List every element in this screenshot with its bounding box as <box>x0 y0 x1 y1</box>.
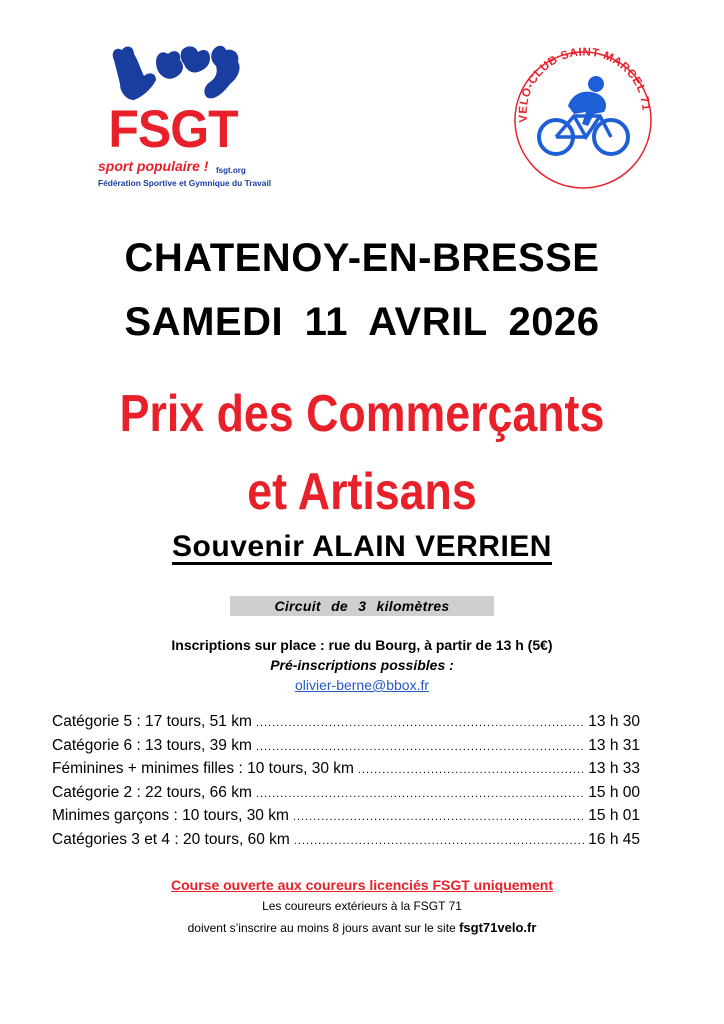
schedule-row <box>52 807 640 831</box>
souvenir-heading <box>0 530 724 564</box>
velo-club-logo <box>508 44 658 194</box>
email-line <box>0 677 724 693</box>
fsgt-logo <box>96 38 272 188</box>
event-title-line-2: et Artisans <box>247 463 477 521</box>
schedule-time: 16 h 45 <box>588 830 640 848</box>
fsgt-wordmark: FSGT <box>108 99 238 159</box>
schedule-row <box>52 784 640 808</box>
schedule-row <box>52 831 640 855</box>
schedule-time: 15 h 00 <box>588 783 640 801</box>
schedule-label: Catégories 3 et 4 : 20 tours, 60 km <box>52 830 290 848</box>
schedule-time: 13 h 33 <box>588 760 640 777</box>
inscriptions-text: Inscriptions sur place : rue du Bourg, à partir de 13 h (5€) <box>171 637 553 653</box>
deadline-text: doivent s’inscrire au moins 8 jours avant sur le site <box>187 921 456 935</box>
dot-leader <box>358 764 584 776</box>
registration-deadline-line <box>0 920 724 935</box>
schedule-label: Féminines + minimes filles : 10 tours, 30 km <box>52 760 354 777</box>
event-town: CHATENOY-EN-BRESSE <box>124 236 600 280</box>
event-title-line-1: Prix des Commerçants <box>119 385 605 443</box>
fsgt-slogan: sport populaire ! <box>98 158 209 174</box>
circuit-box: Circuit de 3 kilomètres <box>230 596 494 616</box>
schedule-time: 13 h 31 <box>588 736 640 754</box>
dot-leader <box>294 835 584 847</box>
external-riders-line: Les coureurs extérieurs à la FSGT 71 <box>262 899 462 913</box>
schedule-row <box>52 760 640 784</box>
dot-leader <box>293 811 584 823</box>
event-date: SAMEDI 11 AVRIL 2026 <box>124 300 600 344</box>
schedule-label: Catégorie 2 : 22 tours, 66 km <box>52 783 252 801</box>
fsgt-federation-name: Fédération Sportive et Gymnique du Travail <box>98 178 272 188</box>
club-ring-text: VELO-CLUB SAINT-MARCEL 71 <box>517 46 652 123</box>
eligibility-note <box>0 877 724 893</box>
dot-leader <box>256 741 584 753</box>
schedule-row <box>52 713 640 737</box>
email-link[interactable]: olivier-berne@bbox.fr <box>294 677 430 693</box>
schedule-time: 13 h 30 <box>588 713 640 730</box>
schedule-list <box>52 713 640 854</box>
dot-leader <box>256 717 584 729</box>
fsgt-url: fsgt.org <box>216 166 246 175</box>
schedule-row <box>52 737 640 761</box>
raised-hands-icon <box>104 38 254 108</box>
website-link[interactable]: fsgt71velo.fr <box>459 920 537 935</box>
schedule-label: Catégorie 6 : 13 tours, 39 km <box>52 736 252 754</box>
dot-leader <box>256 788 584 800</box>
schedule-time: 15 h 01 <box>588 807 640 824</box>
preinscriptions-text: Pré-inscriptions possibles : <box>270 657 454 673</box>
schedule-label: Catégorie 5 : 17 tours, 51 km <box>52 713 252 730</box>
eligibility-text: Course ouverte aux coureurs licenciés FSGT uniquement <box>171 877 553 893</box>
souvenir-text: Souvenir ALAIN VERRIEN <box>172 530 552 563</box>
schedule-label: Minimes garçons : 10 tours, 30 km <box>52 807 289 824</box>
